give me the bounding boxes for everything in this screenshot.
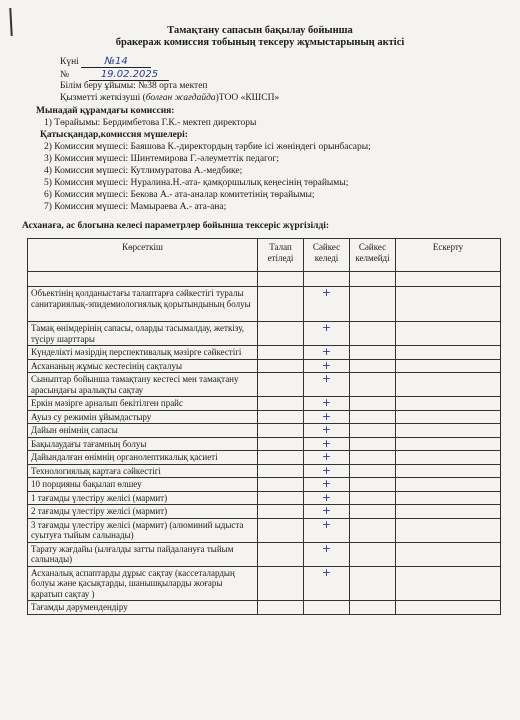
table-row bbox=[28, 478, 501, 492]
member-line: 4) Комиссия мүшесі: Кутлимуратова А.-медбике; bbox=[44, 166, 243, 176]
day-row bbox=[60, 56, 151, 68]
title-line-1: Тамақтану сапасын бақылау бойынша bbox=[167, 25, 353, 36]
row-indicator: 10 порцияны бақылап өлшеу bbox=[28, 478, 258, 492]
compliant-mark: + bbox=[304, 518, 350, 542]
compliant-mark: + bbox=[304, 464, 350, 478]
col-noncompliant: Сәйкес келмейді bbox=[350, 239, 396, 272]
col-compliant: Сәйкес келеді bbox=[304, 239, 350, 272]
table-row bbox=[28, 542, 501, 566]
compliant-mark: + bbox=[304, 505, 350, 519]
row-indicator: Ауыз су режимін ұйымдастыру bbox=[28, 410, 258, 424]
supplier-suffix: )ТОО «КШСП» bbox=[215, 93, 280, 103]
member-line: 6) Комиссия мүшесі: Бекова А.- ата-аналар комитетінің төрайымы; bbox=[44, 190, 315, 200]
table-row bbox=[28, 464, 501, 478]
table-row bbox=[28, 397, 501, 411]
compliant-mark: + bbox=[304, 410, 350, 424]
table-row bbox=[28, 505, 501, 519]
compliant-mark: + bbox=[304, 346, 350, 360]
row-indicator: 1 тағамды үлестіру желісі (мармит) bbox=[28, 491, 258, 505]
table-row bbox=[28, 410, 501, 424]
col-note: Ескерту bbox=[396, 239, 501, 272]
day-value: №14 bbox=[81, 56, 151, 68]
row-indicator: Тамақ өнімдерінің сапасы, оларды тасымалдау, жеткізу, түсіру шарттары bbox=[28, 322, 258, 346]
col-indicator: Көрсеткіш bbox=[28, 239, 258, 272]
member-line: 5) Комиссия мүшесі: Нуралина.Н.-ата- қамқоршылық кеңесінің төрайымы; bbox=[44, 178, 349, 188]
table-row bbox=[28, 566, 501, 601]
row-indicator: Асханалық аспаптарды дұрыс сақтау (кассеталардың болуы және қасықтарды, шанышқыларды жоғары қаратып сақтау ) bbox=[28, 566, 258, 601]
row-indicator: Сыныптар бойынша тамақтану кестесі мен тамақтану арасындағы аралықты сақтау bbox=[28, 373, 258, 397]
member-line: 3) Комиссия мүшесі: Шинтемирова Г.-әлеуметтік педагог; bbox=[44, 154, 279, 164]
compliant-mark: + bbox=[304, 322, 350, 346]
row-indicator: Бақылаудағы тағамның болуы bbox=[28, 437, 258, 451]
table-row bbox=[28, 451, 501, 465]
number-label: № bbox=[60, 70, 70, 80]
compliant-mark: + bbox=[304, 451, 350, 465]
number-row bbox=[60, 69, 169, 81]
compliant-mark: + bbox=[304, 566, 350, 601]
table-header-row bbox=[28, 239, 501, 272]
member-line: 2) Комиссия мүшесі: Баяшова К.-директордың тәрбие ісі жөніндегі орынбасары; bbox=[44, 142, 371, 152]
table-row bbox=[28, 491, 501, 505]
table-row bbox=[28, 601, 501, 615]
supplier-italic: болған жағдайда bbox=[145, 93, 216, 103]
row-indicator: Тағамды дәрумендендіру bbox=[28, 601, 258, 615]
school-line: Білім беру ұйымы: №38 орта мектеп bbox=[60, 81, 208, 91]
section-heading: Асханаға, ас блогына келесі параметрлер бойынша тексеріс жүргізілді: bbox=[22, 221, 330, 231]
title-line-2: бракераж комиссия тобының тексеру жұмыстарының актісі bbox=[115, 37, 405, 48]
commission-chair: 1) Төрайымы: Бердимбетова Г.К.- мектеп директоры bbox=[44, 118, 257, 128]
compliant-mark: + bbox=[304, 478, 350, 492]
table-row bbox=[28, 518, 501, 542]
row-indicator: Күнделікті мәзірдің перспективалық мәзірге сәйкестігі bbox=[28, 346, 258, 360]
compliant-mark: + bbox=[304, 437, 350, 451]
inspection-table bbox=[27, 238, 501, 615]
table-row bbox=[28, 424, 501, 438]
row-indicator: Технологиялық картаға сәйкестігі bbox=[28, 464, 258, 478]
table-row bbox=[28, 346, 501, 360]
row-indicator: Дайындалған өнімнің органолептикалық қасиеті bbox=[28, 451, 258, 465]
table-row bbox=[28, 287, 501, 322]
table-row bbox=[28, 437, 501, 451]
compliant-mark: + bbox=[304, 373, 350, 397]
compliant-mark bbox=[304, 601, 350, 615]
number-value: 19.02.2025 bbox=[89, 69, 169, 81]
row-indicator: Тарату жағдайы (ылғалды затты пайдалануға тыйым салынады) bbox=[28, 542, 258, 566]
members-heading: Қатысқандар,комиссия мүшелері: bbox=[40, 130, 188, 140]
row-indicator: 3 тағамды үлестіру желісі (мармит) (алюминий ыдыста суытуға тыйым салынады) bbox=[28, 518, 258, 542]
row-indicator: Дайын өнімнің сапасы bbox=[28, 424, 258, 438]
commission-heading: Мынадай құрамдағы комиссия: bbox=[36, 106, 175, 116]
compliant-mark: + bbox=[304, 359, 350, 373]
row-indicator: Асхананың жұмыс кестесінің сақталуы bbox=[28, 359, 258, 373]
table-row bbox=[28, 272, 501, 287]
compliant-mark: + bbox=[304, 491, 350, 505]
supplier-prefix: Қызметті жеткізуші ( bbox=[60, 93, 146, 103]
table-row bbox=[28, 373, 501, 397]
supplier-line bbox=[60, 93, 279, 103]
table-row bbox=[28, 322, 501, 346]
col-required: Талап етіледі bbox=[258, 239, 304, 272]
compliant-mark: + bbox=[304, 397, 350, 411]
row-indicator: Еркін мәзірге арналып бекітілген прайс bbox=[28, 397, 258, 411]
compliant-mark: + bbox=[304, 424, 350, 438]
compliant-mark: + bbox=[304, 287, 350, 322]
row-indicator: Объектінің қолданыстағы талаптарға сәйкестігі туралы санитариялық-эпидемиологиялық қорытындының болуы bbox=[28, 287, 258, 322]
day-label: Күні bbox=[60, 57, 79, 67]
compliant-mark: + bbox=[304, 542, 350, 566]
member-line: 7) Комиссия мүшесі: Мамыраева А.- ата-ана; bbox=[44, 202, 227, 212]
table-row bbox=[28, 359, 501, 373]
row-indicator: 2 тағамды үлестіру желісі (мармит) bbox=[28, 505, 258, 519]
